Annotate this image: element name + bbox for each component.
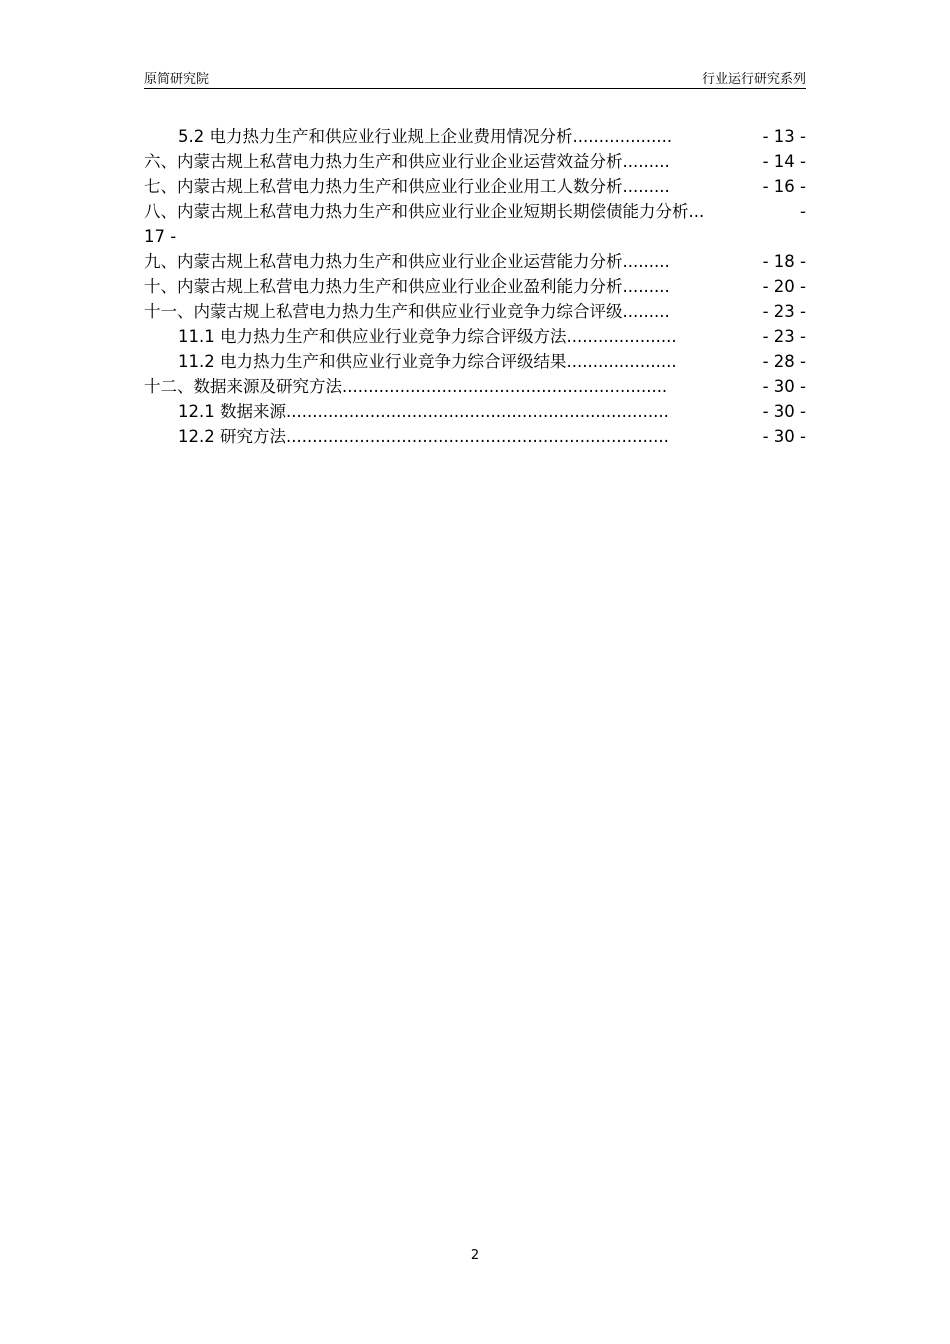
toc-entry-title: 七、内蒙古规上私营电力热力生产和供应业行业企业用工人数分析: [144, 177, 623, 196]
toc-entry-page: - 23 -: [762, 327, 806, 346]
toc-entry-page: - 30 -: [762, 427, 806, 446]
toc-leader-dots: ...................: [572, 127, 673, 146]
header-series-title: 行业运行研究系列: [701, 72, 806, 87]
toc-entry-title: 5.2 电力热力生产和供应业行业规上企业费用情况分析: [178, 127, 573, 146]
toc-leader-dots: .........: [622, 252, 670, 271]
toc-entry-page: - 13 -: [762, 127, 806, 146]
toc-entry-title: 11.1 电力热力生产和供应业行业竞争力综合评级方法: [178, 327, 567, 346]
toc-entry-page: - 28 -: [762, 352, 806, 371]
toc-leader-dots: .....................: [566, 327, 677, 346]
toc-entry[interactable]: [144, 249, 806, 274]
toc-entry-page-part1: -: [800, 202, 806, 221]
toc-entry[interactable]: [144, 399, 806, 424]
toc-leader-dots: .........: [622, 302, 670, 321]
table-of-contents: [144, 124, 806, 449]
toc-leader-dots: .........: [622, 277, 670, 296]
toc-entry-page: - 30 -: [762, 402, 806, 421]
toc-entry[interactable]: [144, 199, 806, 249]
toc-entry-title: 九、内蒙古规上私营电力热力生产和供应业行业企业运营能力分析: [144, 252, 623, 271]
page-number: 2: [470, 1248, 480, 1263]
toc-entry[interactable]: [144, 299, 806, 324]
toc-entry[interactable]: [144, 349, 806, 374]
toc-leader-dots: ...: [688, 202, 705, 221]
toc-entry[interactable]: [144, 424, 806, 449]
toc-entry-title: 12.2 研究方法: [178, 427, 286, 446]
toc-entry[interactable]: [144, 149, 806, 174]
toc-entry-title: 八、内蒙古规上私营电力热力生产和供应业行业企业短期长期偿债能力分析: [144, 202, 689, 221]
toc-entry-page: - 30 -: [762, 377, 806, 396]
header-organization: 原简研究院: [144, 72, 210, 87]
toc-leader-dots: .........: [622, 152, 670, 171]
toc-leader-dots: .........................................................................: [285, 402, 669, 421]
toc-entry-page-part2: 17 -: [144, 227, 177, 246]
page-header: [144, 68, 806, 89]
toc-entry[interactable]: [144, 274, 806, 299]
toc-leader-dots: ..............................................................: [342, 377, 668, 396]
toc-entry-page: - 14 -: [762, 152, 806, 171]
toc-leader-dots: .........: [622, 177, 670, 196]
toc-entry-page: - 18 -: [762, 252, 806, 271]
toc-entry-title: 12.1 数据来源: [178, 402, 286, 421]
toc-entry[interactable]: [144, 324, 806, 349]
toc-entry[interactable]: [144, 374, 806, 399]
toc-entry-title: 十二、数据来源及研究方法: [144, 377, 342, 396]
toc-leader-dots: .........................................................................: [285, 427, 669, 446]
toc-entry-title: 十一、内蒙古规上私营电力热力生产和供应业行业竞争力综合评级: [144, 302, 623, 321]
toc-entry-page: - 23 -: [762, 302, 806, 321]
toc-entry-title: 十、内蒙古规上私营电力热力生产和供应业行业企业盈利能力分析: [144, 277, 623, 296]
toc-leader-dots: .....................: [566, 352, 677, 371]
toc-entry[interactable]: [144, 124, 806, 149]
toc-entry[interactable]: [144, 174, 806, 199]
toc-entry-title: 11.2 电力热力生产和供应业行业竞争力综合评级结果: [178, 352, 567, 371]
toc-entry-page: - 20 -: [762, 277, 806, 296]
toc-entry-title: 六、内蒙古规上私营电力热力生产和供应业行业企业运营效益分析: [144, 152, 623, 171]
toc-entry-page: - 16 -: [762, 177, 806, 196]
